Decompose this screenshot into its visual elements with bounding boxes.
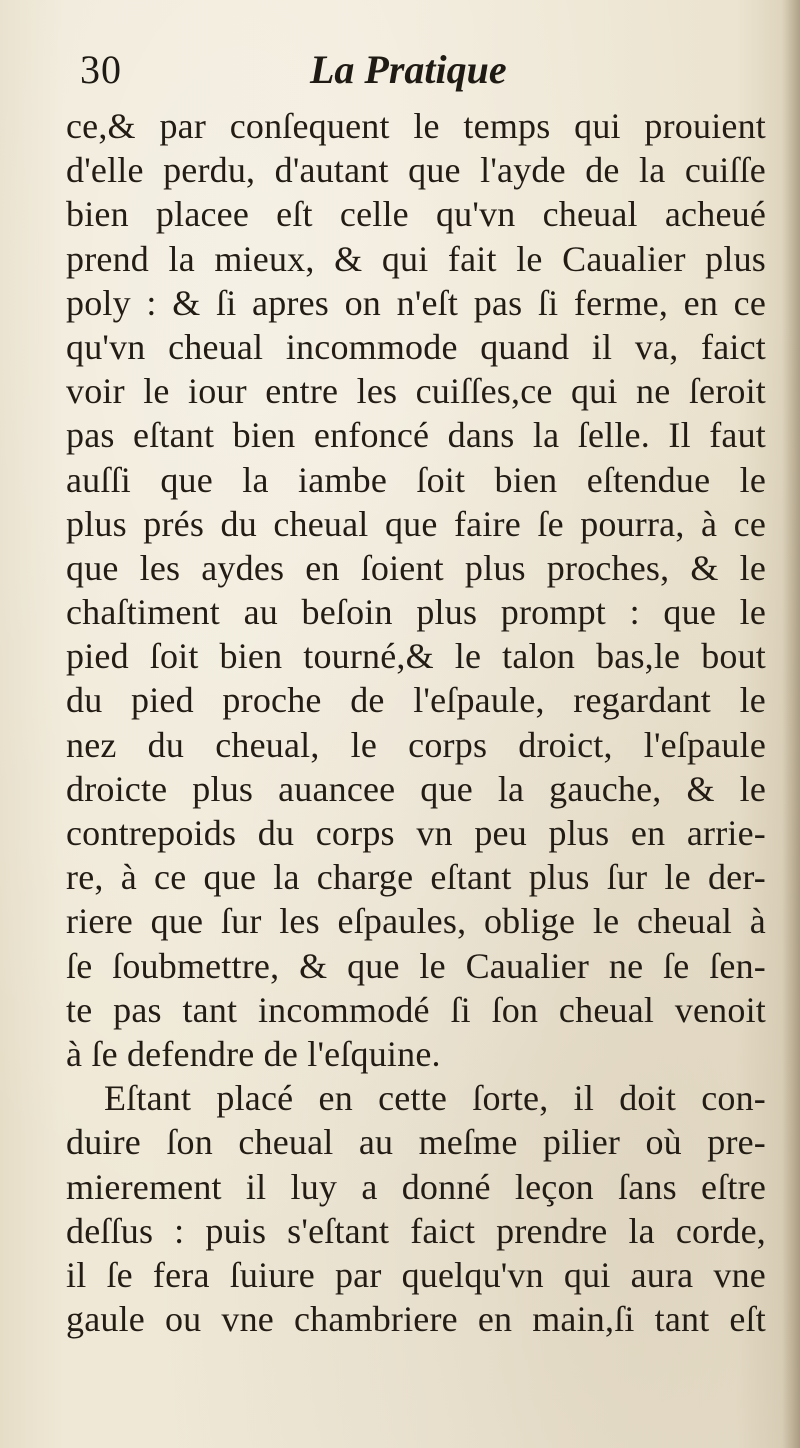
running-title: La Pratique: [310, 47, 507, 92]
text-line: poly : & ſi apres on n'eſt pas ſi ferme, en ce: [66, 282, 766, 323]
page-header: [0, 40, 800, 102]
text-line: ce,& par conſequent le temps qui prouient: [66, 106, 766, 146]
text-line: nez du cheual, le corps droict, l'eſpaule: [66, 724, 766, 765]
text-line: d'elle perdu, d'autant que l'ayde de la cuiſſe: [66, 150, 766, 191]
text-line: il ſe fera ſuiure par quelqu'vn qui aura vne: [66, 1254, 766, 1295]
text-line: re, à ce que la charge eſtant plus ſur le der-: [66, 857, 766, 898]
text-line: qu'vn cheual incommode quand il va, faict: [66, 326, 766, 367]
text-line: pied ſoit bien tourné,& le talon bas,le bout: [66, 636, 766, 677]
text-line: deſſus : puis s'eſtant faict prendre la corde,: [66, 1210, 766, 1251]
text-line: du pied proche de l'eſpaule, regardant le: [66, 680, 766, 721]
text-line: que les aydes en ſoient plus proches, & le: [66, 547, 766, 588]
body-text: [66, 104, 766, 1341]
text-line: Eſtant placé en cette ſorte, il doit con-: [104, 1078, 766, 1119]
text-line: pas eſtant bien enfoncé dans la ſelle. Il faut: [66, 415, 766, 456]
text-line: te pas tant incommodé ſi ſon cheual venoit: [66, 989, 766, 1030]
text-line: plus prés du cheual que faire ſe pourra, à ce: [66, 503, 766, 544]
text-line: mierement il luy a donné leçon ſans eſtre: [66, 1166, 766, 1207]
text-line: voir le iour entre les cuiſſes,ce qui ne ſeroit: [66, 371, 766, 412]
text-line: riere que ſur les eſpaules, oblige le cheual à: [66, 901, 766, 942]
text-line: duire ſon cheual au meſme pilier où pre-: [66, 1122, 766, 1163]
page-edge-shadow: [782, 0, 800, 1448]
text-line: bien placee eſt celle qu'vn cheual acheué: [66, 194, 766, 235]
text-line: ſe ſoubmettre, & que le Caualier ne ſe ſen-: [66, 945, 766, 986]
text-line: chaſtiment au beſoin plus prompt : que le: [66, 592, 766, 633]
text-line: droicte plus auancee que la gauche, & le: [66, 768, 766, 809]
text-line: auſſi que la iambe ſoit bien eſtendue le: [66, 459, 766, 500]
text-line: contrepoids du corps vn peu plus en arrie-: [66, 813, 766, 853]
text-line: à ſe defendre de l'eſquine.: [66, 1033, 441, 1074]
text-line: gaule ou vne chambriere en main,ſi tant eſt: [66, 1299, 766, 1340]
page-number: 30: [80, 47, 122, 92]
text-line: prend la mieux, & qui fait le Caualier plus: [66, 238, 766, 279]
